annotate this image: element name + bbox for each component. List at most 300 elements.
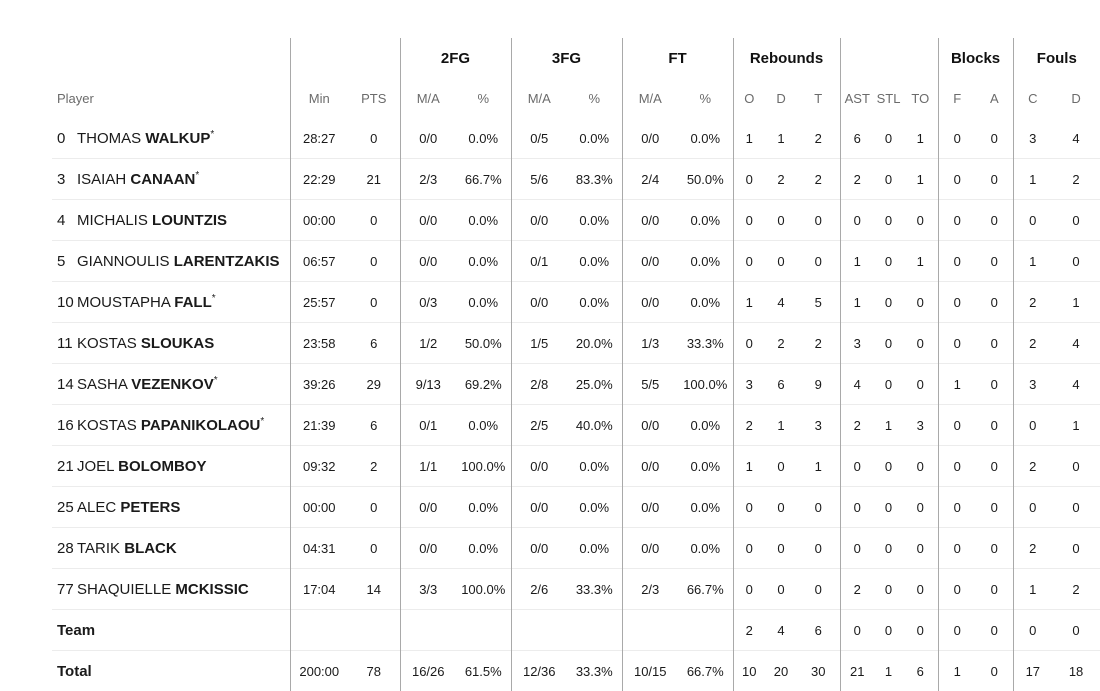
stat-2fg-pct: 100.0% [456, 569, 511, 610]
header-ft-ma[interactable]: M/A [622, 78, 678, 118]
stat-reb-o: 10 [733, 651, 765, 691]
stat-reb-o: 0 [733, 487, 765, 528]
player-cell [52, 446, 290, 487]
player-cell [52, 159, 290, 200]
stat-3fg-ma: 0/0 [511, 528, 567, 569]
stat-3fg-ma: 0/0 [511, 282, 567, 323]
stat-min: 22:29 [290, 159, 348, 200]
player-name-link[interactable] [77, 335, 214, 352]
player-name-link[interactable] [77, 294, 216, 311]
stat-blk-a: 0 [976, 200, 1013, 241]
player-first-name: KOSTAS [77, 335, 137, 352]
player-first-name: THOMAS [77, 130, 141, 147]
player-cell [52, 405, 290, 446]
column-header-row [52, 78, 1100, 118]
player-row [52, 569, 1100, 610]
header-2fg-ma[interactable]: M/A [400, 78, 456, 118]
stat-foul-d: 4 [1052, 118, 1100, 159]
player-first-name: GIANNOULIS [77, 253, 170, 270]
stat-blk-a: 0 [976, 610, 1013, 651]
stat-foul-c: 17 [1013, 651, 1052, 691]
player-first-name: SASHA [77, 376, 127, 393]
stat-reb-o: 2 [733, 405, 765, 446]
stat-stl: 0 [874, 200, 903, 241]
group-2fg: 2FG [400, 38, 511, 78]
stat-2fg-pct: 0.0% [456, 118, 511, 159]
stat-pts [348, 610, 400, 651]
stat-min: 17:04 [290, 569, 348, 610]
stat-3fg-ma: 1/5 [511, 323, 567, 364]
team-label: Team [52, 610, 290, 651]
stat-reb-d: 0 [765, 569, 797, 610]
group-rebounds: Rebounds [733, 38, 840, 78]
player-last-name: FALL [174, 294, 212, 311]
header-player[interactable]: Player [52, 78, 290, 118]
stat-reb-d: 1 [765, 118, 797, 159]
stat-foul-d: 0 [1052, 200, 1100, 241]
stat-ft-pct: 0.0% [678, 487, 733, 528]
stat-reb-t: 5 [797, 282, 840, 323]
stat-foul-d: 0 [1052, 446, 1100, 487]
stat-min: 04:31 [290, 528, 348, 569]
stat-3fg-ma: 0/1 [511, 241, 567, 282]
stat-min: 06:57 [290, 241, 348, 282]
stat-pts: 6 [348, 323, 400, 364]
stat-blk-a: 0 [976, 651, 1013, 691]
stat-stl: 0 [874, 569, 903, 610]
stat-2fg-pct: 66.7% [456, 159, 511, 200]
stat-reb-d: 0 [765, 487, 797, 528]
group-header-row [52, 38, 1100, 78]
header-pts[interactable]: PTS [348, 78, 400, 118]
stat-stl: 0 [874, 610, 903, 651]
stat-2fg-pct [456, 610, 511, 651]
stat-ft-ma: 0/0 [622, 200, 678, 241]
header-3fg-pct[interactable]: % [567, 78, 622, 118]
stat-blk-f: 0 [938, 118, 976, 159]
stat-foul-d: 1 [1052, 405, 1100, 446]
player-cell [52, 323, 290, 364]
stat-blk-f: 0 [938, 241, 976, 282]
player-first-name: SHAQUIELLE [77, 581, 171, 598]
stat-reb-o: 3 [733, 364, 765, 405]
stat-ft-ma: 0/0 [622, 405, 678, 446]
player-name-link[interactable] [77, 376, 218, 393]
starter-marker: * [260, 416, 264, 427]
stat-stl: 0 [874, 241, 903, 282]
stat-ast: 6 [840, 118, 874, 159]
header-blk-f[interactable]: F [938, 78, 976, 118]
stat-reb-t: 2 [797, 323, 840, 364]
player-cell [52, 487, 290, 528]
starter-marker: * [214, 375, 218, 386]
stat-2fg-ma: 16/26 [400, 651, 456, 691]
stat-3fg-pct: 0.0% [567, 241, 622, 282]
stat-foul-d: 4 [1052, 364, 1100, 405]
stat-blk-a: 0 [976, 364, 1013, 405]
header-reb-o[interactable]: O [733, 78, 765, 118]
stat-ast: 0 [840, 446, 874, 487]
player-first-name: MICHALIS [77, 212, 148, 229]
stat-ast: 0 [840, 610, 874, 651]
stat-reb-d: 0 [765, 528, 797, 569]
stat-2fg-pct: 69.2% [456, 364, 511, 405]
player-name-link[interactable] [77, 581, 249, 598]
stat-ft-ma: 1/3 [622, 323, 678, 364]
stat-2fg-ma: 0/0 [400, 528, 456, 569]
stat-min: 200:00 [290, 651, 348, 691]
stat-ast: 3 [840, 323, 874, 364]
player-cell [52, 282, 290, 323]
stat-blk-a: 0 [976, 569, 1013, 610]
stat-reb-o: 0 [733, 569, 765, 610]
stat-ft-ma: 0/0 [622, 446, 678, 487]
player-first-name: MOUSTAPHA [77, 294, 170, 311]
header-reb-d[interactable]: D [765, 78, 797, 118]
stat-foul-c: 2 [1013, 282, 1052, 323]
player-last-name: PETERS [120, 499, 180, 516]
stat-foul-d: 0 [1052, 610, 1100, 651]
stat-to: 3 [903, 405, 938, 446]
stat-pts: 78 [348, 651, 400, 691]
player-number: 16 [57, 417, 77, 434]
stat-foul-d: 0 [1052, 487, 1100, 528]
stat-blk-a: 0 [976, 159, 1013, 200]
stat-ast: 21 [840, 651, 874, 691]
stat-foul-d: 2 [1052, 569, 1100, 610]
stat-stl: 1 [874, 651, 903, 691]
stat-pts: 0 [348, 241, 400, 282]
stat-reb-d: 0 [765, 241, 797, 282]
stat-to: 0 [903, 364, 938, 405]
stat-pts: 14 [348, 569, 400, 610]
player-name-link[interactable] [77, 130, 214, 147]
stat-ft-ma: 0/0 [622, 241, 678, 282]
stat-2fg-ma: 0/0 [400, 200, 456, 241]
stat-reb-o: 1 [733, 446, 765, 487]
group-ft: FT [622, 38, 733, 78]
player-name-link[interactable] [77, 171, 199, 188]
stat-ast: 4 [840, 364, 874, 405]
stat-reb-t: 0 [797, 241, 840, 282]
stat-pts: 21 [348, 159, 400, 200]
stat-ft-pct [678, 610, 733, 651]
player-number: 25 [57, 499, 77, 516]
stat-reb-o: 0 [733, 528, 765, 569]
stat-reb-o: 0 [733, 241, 765, 282]
stat-2fg-ma: 0/0 [400, 487, 456, 528]
header-blk-a[interactable]: A [976, 78, 1013, 118]
player-name-link[interactable] [77, 417, 264, 434]
stat-ft-ma: 0/0 [622, 487, 678, 528]
stat-2fg-pct: 0.0% [456, 487, 511, 528]
stat-reb-d: 0 [765, 446, 797, 487]
stat-reb-d: 2 [765, 159, 797, 200]
stat-foul-c: 0 [1013, 405, 1052, 446]
player-cell [52, 241, 290, 282]
stat-to: 0 [903, 487, 938, 528]
total-label: Total [52, 651, 290, 691]
stat-reb-d: 20 [765, 651, 797, 691]
player-last-name: LARENTZAKIS [174, 253, 280, 270]
stat-2fg-pct: 0.0% [456, 200, 511, 241]
stat-reb-o: 1 [733, 282, 765, 323]
player-cell [52, 364, 290, 405]
stat-3fg-pct: 0.0% [567, 446, 622, 487]
stat-3fg-ma: 2/6 [511, 569, 567, 610]
header-3fg-ma[interactable]: M/A [511, 78, 567, 118]
stat-reb-t: 0 [797, 487, 840, 528]
total-row [52, 651, 1100, 691]
stat-stl: 1 [874, 405, 903, 446]
stat-foul-d: 4 [1052, 323, 1100, 364]
stat-3fg-ma: 2/5 [511, 405, 567, 446]
stat-blk-f: 0 [938, 610, 976, 651]
stat-reb-o: 0 [733, 200, 765, 241]
player-row [52, 200, 1100, 241]
stat-ft-ma: 5/5 [622, 364, 678, 405]
stat-min [290, 610, 348, 651]
player-last-name: CANAAN [130, 171, 195, 188]
player-number: 28 [57, 540, 77, 557]
stat-min: 28:27 [290, 118, 348, 159]
stat-blk-a: 0 [976, 446, 1013, 487]
player-last-name: LOUNTZIS [152, 212, 227, 229]
stat-reb-t: 0 [797, 569, 840, 610]
stat-ft-pct: 0.0% [678, 528, 733, 569]
stat-pts: 0 [348, 528, 400, 569]
stat-ft-ma: 0/0 [622, 118, 678, 159]
stat-3fg-ma: 0/5 [511, 118, 567, 159]
stat-3fg-ma: 5/6 [511, 159, 567, 200]
stat-reb-d: 4 [765, 610, 797, 651]
stat-pts: 0 [348, 282, 400, 323]
stat-3fg-pct: 0.0% [567, 282, 622, 323]
team-row [52, 610, 1100, 651]
stat-2fg-ma: 0/1 [400, 405, 456, 446]
stat-reb-o: 0 [733, 159, 765, 200]
stat-foul-d: 2 [1052, 159, 1100, 200]
header-min[interactable]: Min [290, 78, 348, 118]
stat-ast: 2 [840, 405, 874, 446]
stat-reb-t: 0 [797, 528, 840, 569]
stat-min: 23:58 [290, 323, 348, 364]
stat-3fg-pct: 40.0% [567, 405, 622, 446]
player-name-link[interactable] [77, 540, 177, 557]
stat-blk-a: 0 [976, 118, 1013, 159]
stat-ft-pct: 0.0% [678, 118, 733, 159]
stat-3fg-pct: 33.3% [567, 651, 622, 691]
header-2fg-pct[interactable]: % [456, 78, 511, 118]
stat-ft-pct: 0.0% [678, 241, 733, 282]
stat-ast: 0 [840, 200, 874, 241]
stat-to: 0 [903, 323, 938, 364]
stat-to: 0 [903, 200, 938, 241]
starter-marker: * [210, 129, 214, 140]
player-first-name: KOSTAS [77, 417, 137, 434]
stat-foul-c: 2 [1013, 323, 1052, 364]
group-3fg: 3FG [511, 38, 622, 78]
stat-blk-a: 0 [976, 282, 1013, 323]
stat-reb-t: 3 [797, 405, 840, 446]
stat-stl: 0 [874, 118, 903, 159]
player-last-name: PAPANIKOLAOU [141, 417, 260, 434]
stat-ast: 2 [840, 569, 874, 610]
player-cell [52, 200, 290, 241]
stat-2fg-ma: 0/0 [400, 118, 456, 159]
player-first-name: ISAIAH [77, 171, 126, 188]
stat-ft-ma: 2/4 [622, 159, 678, 200]
stat-3fg-pct: 0.0% [567, 118, 622, 159]
stat-3fg-ma [511, 610, 567, 651]
stat-3fg-ma: 2/8 [511, 364, 567, 405]
player-name-link[interactable] [77, 253, 280, 270]
player-row [52, 487, 1100, 528]
player-row [52, 241, 1100, 282]
stat-blk-a: 0 [976, 241, 1013, 282]
stat-blk-f: 0 [938, 159, 976, 200]
player-number: 77 [57, 581, 77, 598]
stat-ft-pct: 66.7% [678, 569, 733, 610]
stat-2fg-pct: 61.5% [456, 651, 511, 691]
player-row [52, 118, 1100, 159]
group-fouls: Fouls [1013, 38, 1100, 78]
stat-reb-t: 0 [797, 200, 840, 241]
player-last-name: BLACK [124, 540, 177, 557]
stat-reb-t: 2 [797, 118, 840, 159]
stat-stl: 0 [874, 446, 903, 487]
stat-to: 1 [903, 118, 938, 159]
stat-min: 00:00 [290, 200, 348, 241]
player-cell [52, 528, 290, 569]
stat-reb-d: 0 [765, 200, 797, 241]
stat-3fg-pct: 20.0% [567, 323, 622, 364]
stat-foul-c: 0 [1013, 610, 1052, 651]
player-last-name: SLOUKAS [141, 335, 214, 352]
stat-2fg-pct: 0.0% [456, 528, 511, 569]
stat-3fg-pct: 83.3% [567, 159, 622, 200]
header-ast[interactable]: AST [840, 78, 874, 118]
stat-to: 0 [903, 282, 938, 323]
stat-blk-f: 0 [938, 405, 976, 446]
stat-ft-pct: 0.0% [678, 405, 733, 446]
stat-stl: 0 [874, 282, 903, 323]
player-name-link[interactable] [77, 212, 227, 229]
stat-ft-pct: 33.3% [678, 323, 733, 364]
stat-2fg-ma: 1/2 [400, 323, 456, 364]
stat-foul-d: 1 [1052, 282, 1100, 323]
player-number: 4 [57, 212, 77, 229]
player-row [52, 528, 1100, 569]
header-reb-t[interactable]: T [797, 78, 840, 118]
stat-pts: 0 [348, 118, 400, 159]
stat-ast: 0 [840, 528, 874, 569]
player-row [52, 282, 1100, 323]
stat-3fg-pct: 25.0% [567, 364, 622, 405]
player-last-name: MCKISSIC [175, 581, 248, 598]
stat-pts: 6 [348, 405, 400, 446]
player-first-name: ALEC [77, 499, 116, 516]
stat-foul-d: 0 [1052, 241, 1100, 282]
player-first-name: TARIK [77, 540, 120, 557]
player-number: 3 [57, 171, 77, 188]
stat-to: 6 [903, 651, 938, 691]
stat-ft-ma: 10/15 [622, 651, 678, 691]
stat-ast: 1 [840, 241, 874, 282]
stat-foul-d: 18 [1052, 651, 1100, 691]
stat-blk-f: 1 [938, 651, 976, 691]
stat-ast: 0 [840, 487, 874, 528]
header-ft-pct[interactable]: % [678, 78, 733, 118]
stat-foul-c: 0 [1013, 200, 1052, 241]
stat-min: 25:57 [290, 282, 348, 323]
header-foul-d[interactable]: D [1052, 78, 1100, 118]
stat-2fg-ma: 9/13 [400, 364, 456, 405]
stat-min: 09:32 [290, 446, 348, 487]
stat-blk-a: 0 [976, 405, 1013, 446]
player-row [52, 405, 1100, 446]
stat-reb-d: 6 [765, 364, 797, 405]
stat-blk-f: 0 [938, 446, 976, 487]
stat-2fg-pct: 0.0% [456, 282, 511, 323]
player-first-name: JOEL [77, 458, 114, 475]
stat-foul-c: 3 [1013, 118, 1052, 159]
stat-to: 0 [903, 446, 938, 487]
stat-foul-c: 3 [1013, 364, 1052, 405]
stat-blk-f: 0 [938, 323, 976, 364]
header-foul-c[interactable]: C [1013, 78, 1052, 118]
starter-marker: * [195, 170, 199, 181]
stat-ft-pct: 0.0% [678, 200, 733, 241]
stat-stl: 0 [874, 159, 903, 200]
stat-to: 1 [903, 241, 938, 282]
stat-foul-c: 1 [1013, 159, 1052, 200]
stat-2fg-ma: 3/3 [400, 569, 456, 610]
stat-reb-o: 1 [733, 118, 765, 159]
stat-blk-a: 0 [976, 528, 1013, 569]
stat-reb-o: 0 [733, 323, 765, 364]
stat-to: 0 [903, 610, 938, 651]
stat-to: 0 [903, 528, 938, 569]
stat-reb-t: 9 [797, 364, 840, 405]
player-name-link[interactable] [77, 458, 206, 475]
header-stl[interactable]: STL [874, 78, 903, 118]
stat-reb-t: 1 [797, 446, 840, 487]
stat-2fg-ma [400, 610, 456, 651]
stat-ft-pct: 0.0% [678, 446, 733, 487]
stat-3fg-pct: 0.0% [567, 200, 622, 241]
stat-3fg-pct: 0.0% [567, 528, 622, 569]
stat-ast: 1 [840, 282, 874, 323]
player-rows [52, 118, 1100, 691]
player-cell [52, 118, 290, 159]
stat-reb-t: 6 [797, 610, 840, 651]
stat-foul-d: 0 [1052, 528, 1100, 569]
player-name-link[interactable] [77, 499, 180, 516]
header-to[interactable]: TO [903, 78, 938, 118]
stat-2fg-pct: 0.0% [456, 405, 511, 446]
stat-reb-d: 4 [765, 282, 797, 323]
player-row [52, 364, 1100, 405]
stat-blk-f: 0 [938, 487, 976, 528]
player-last-name: BOLOMBOY [118, 458, 206, 475]
stat-2fg-ma: 2/3 [400, 159, 456, 200]
player-last-name: WALKUP [145, 130, 210, 147]
stat-blk-a: 0 [976, 487, 1013, 528]
stat-ft-ma: 2/3 [622, 569, 678, 610]
player-number: 0 [57, 130, 77, 147]
stat-ft-ma [622, 610, 678, 651]
